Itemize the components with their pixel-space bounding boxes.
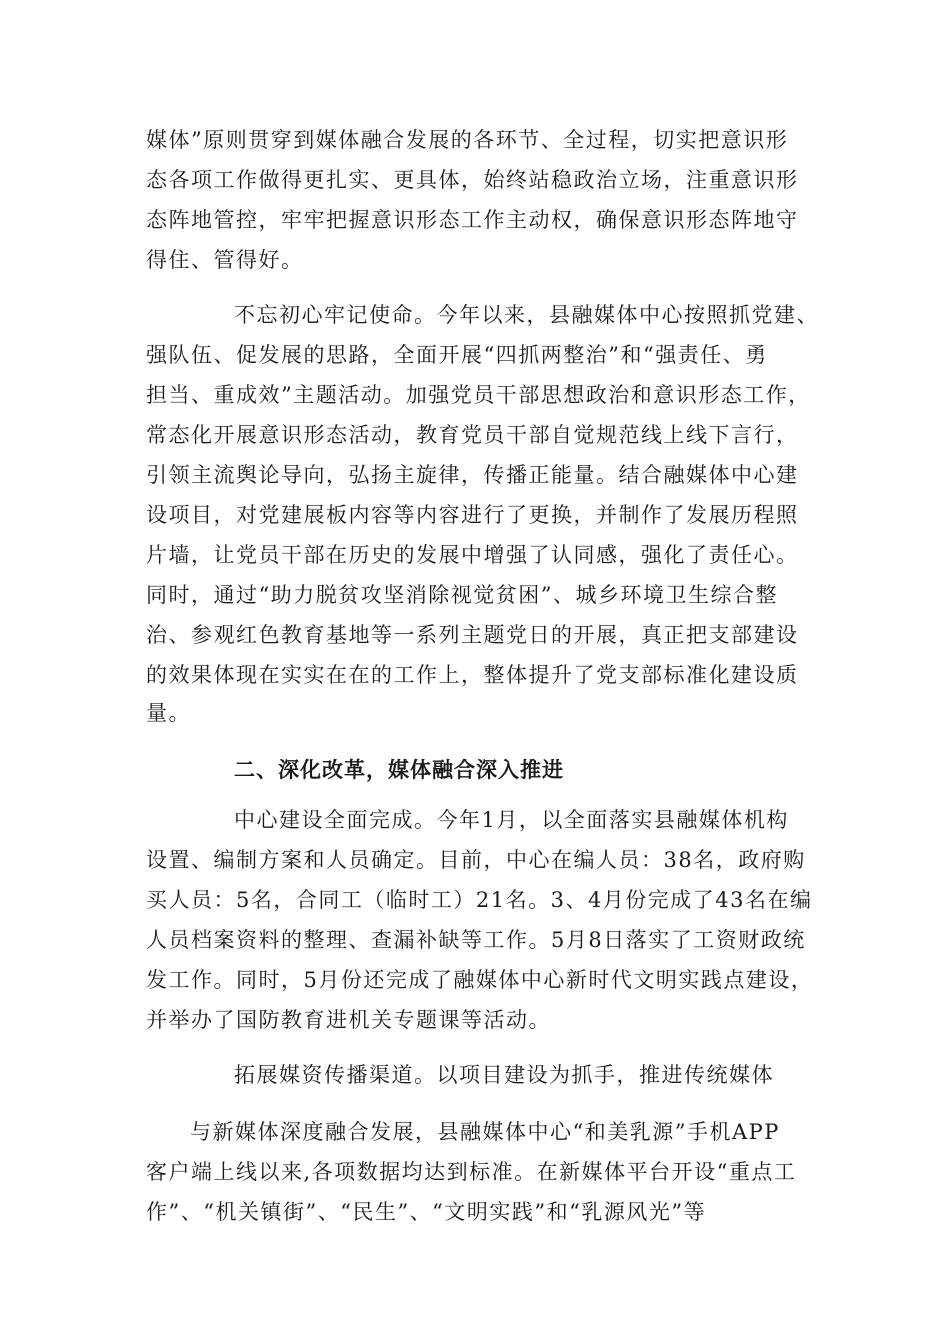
text-line: 得住、管得好。 xyxy=(146,248,304,272)
text-line: 的效果体现在实实在在的工作上，整体提升了党支部标准化建设质 xyxy=(146,663,799,687)
text-line: 强队伍、促发展的思路，全面开展“四抓两整治”和“强责任、勇 xyxy=(146,343,768,367)
text-line: 中心建设全面完成。今年1月，以全面落实县融媒体机构 xyxy=(234,808,789,832)
text-line: 人员档案资料的整理、查漏补缺等工作。5月8日落实了工资财政统 xyxy=(146,928,806,952)
text-line: 客户端上线以来,各项数据均达到标准。在新媒体平台开设“重点工 xyxy=(146,1160,797,1184)
text-line: 量。 xyxy=(146,701,191,725)
text-line: 设项目，对党建展板内容等内容进行了更换，并制作了发展历程照 xyxy=(146,503,799,527)
text-line: 设置、编制方案和人员确定。目前，中心在编人员：38名，政府购 xyxy=(146,848,806,872)
text-line: 常态化开展意识形态活动，教育党员干部自觉规范线上线下言行， xyxy=(146,423,799,447)
text-line: 担当、重成效”主题活动。加强党员干部思想政治和意识形态工作， xyxy=(146,383,811,407)
text-line: 媒体”原则贯穿到媒体融合发展的各环节、全过程，切实把意识形 xyxy=(146,128,789,152)
text-line: 买人员：5名，合同工（临时工）21名。3、4月份完成了43名在编 xyxy=(146,888,813,912)
text-line: 拓展媒资传播渠道。以项目建设为抓手，推进传统媒体 xyxy=(234,1063,774,1087)
text-line: 作”、“机关镇街”、“民生”、“文明实践”和“乳源风光”等 xyxy=(146,1200,707,1224)
text-line: 引领主流舆论导向，弘扬主旋律，传播正能量。结合融媒体中心建 xyxy=(146,463,799,487)
text-line: 片墙，让党员干部在历史的发展中增强了认同感，强化了责任心。 xyxy=(146,543,799,567)
text-line: 不忘初心牢记使命。今年以来，县融媒体中心按照抓党建、 xyxy=(234,303,819,327)
text-line: 态阵地管控，牢牢把握意识形态工作主动权，确保意识形态阵地守 xyxy=(146,208,799,232)
text-line: 态各项工作做得更扎实、更具体，始终站稳政治立场，注重意识形 xyxy=(146,168,799,192)
text-line: 与新媒体深度融合发展，县融媒体中心“和美乳源”手机APP xyxy=(190,1120,780,1144)
text-line: 治、参观红色教育基地等一系列主题党日的开展，真正把支部建设 xyxy=(146,623,799,647)
text-line: 并举办了国防教育进机关专题课等活动。 xyxy=(146,1008,551,1032)
text-line: 发工作。同时，5月份还完成了融媒体中心新时代文明实践点建设， xyxy=(146,968,814,992)
text-line: 同时，通过“助力脱贫攻坚消除视觉贫困”、城乡环境卫生综合整 xyxy=(146,583,778,607)
section-heading: 二、深化改革，媒体融合深入推进 xyxy=(234,758,564,782)
